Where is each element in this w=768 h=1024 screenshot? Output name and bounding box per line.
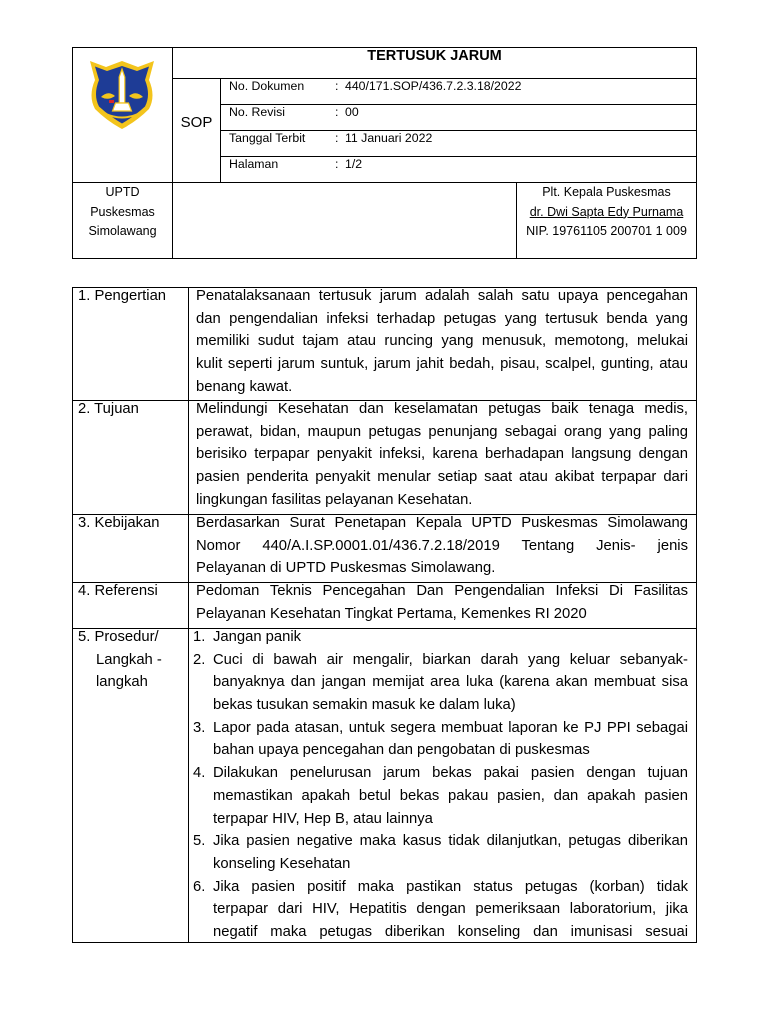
- text-line: Pelayanan Kesehatan Tingkat Pertama, Kemenkes RI 2020: [196, 605, 587, 622]
- procedure-step: [193, 762, 688, 830]
- text-line: dan pengendalian infeksi terhadap petugas yang tertusuk benda yang: [196, 310, 688, 327]
- text-line: benang kawat.: [196, 378, 293, 395]
- step-text-line: terpapar HIV, Hep B, atau lainnya: [213, 810, 433, 827]
- step-number: 6.: [193, 878, 206, 895]
- step-number: 3.: [193, 719, 206, 736]
- meta-row-page: [221, 157, 697, 183]
- procedure-step: [193, 717, 688, 762]
- text-line: Berdasarkan Surat Penetapan Kepala UPTD Puskesmas Simolawang: [196, 515, 688, 531]
- step-number: 4.: [193, 765, 206, 782]
- step-number: 1.: [193, 629, 206, 645]
- step-text-line: Lapor pada atasan, untuk segera membuat laporan ke PJ PPI sebagai: [213, 719, 688, 736]
- step-number: 5.: [193, 833, 206, 850]
- meta-value: 00: [345, 105, 359, 119]
- text-line: Pedoman Teknis Pencegahan Dan Pengendalian Infeksi Di Fasilitas: [196, 583, 688, 599]
- institution-cell: [73, 183, 173, 259]
- section-content-reference: [189, 583, 697, 629]
- meta-row-issue-date: [221, 131, 697, 157]
- empty-cell: [173, 183, 517, 259]
- text-line: Melindungi Kesehatan dan keselamatan petugas baik tenaga medis,: [196, 401, 688, 417]
- institution-line: Simolawang: [88, 224, 157, 238]
- meta-label: No. Revisi: [229, 105, 286, 119]
- emblem-icon: [87, 58, 157, 130]
- institution-line: Puskesmas: [90, 204, 155, 219]
- step-text-line: konseling Kesehatan: [213, 855, 351, 872]
- section-label: Langkah -: [96, 651, 162, 668]
- step-text-line: terpapar dari HIV, Hepatitis dengan pemeriksaan laboratorium, jika: [213, 901, 688, 918]
- emblem-monument: [119, 69, 125, 103]
- meta-separator: :: [335, 157, 339, 171]
- meta-separator: :: [335, 105, 339, 119]
- step-number: 2.: [193, 651, 206, 668]
- meta-row-revision: [221, 105, 697, 131]
- text-line: Penatalaksanaan tertusuk jarum adalah salah satu upaya pencegahan: [196, 288, 688, 304]
- signatory-cell: [517, 183, 697, 259]
- procedure-step: [193, 629, 688, 649]
- section-label: langkah: [96, 674, 148, 691]
- step-text-line: Jika pasien negative maka kasus tidak dilanjutkan, petugas diberikan: [213, 833, 688, 850]
- step-text-line: bahan upaya pencegahan dan pengobatan di puskesmas: [213, 742, 590, 759]
- section-label-cell: [73, 288, 189, 401]
- text-line: memiliki sudut tajam atau runcing yang menusuk, memotong, melukai: [196, 333, 688, 350]
- text-line: lingkungan fasilitas pelayanan Kesehatan.: [196, 491, 473, 508]
- meta-label: No. Dokumen: [229, 79, 305, 93]
- step-text-line: Jangan panik: [213, 629, 302, 645]
- emblem-monument-base: [113, 103, 132, 111]
- meta-value: 440/171.SOP/436.7.2.3.18/2022: [345, 79, 522, 93]
- meta-value: 1/2: [345, 157, 363, 171]
- step-text-line: memastikan apakah betul bekas pakau pasien, dan apakah pasien: [213, 787, 688, 804]
- section-label-cell: [73, 515, 189, 583]
- logo-cell: [73, 48, 173, 183]
- section-label: 4. Referensi: [78, 583, 158, 599]
- institution-line: UPTD: [105, 185, 140, 199]
- section-label: 3. Kebijakan: [78, 515, 160, 531]
- section-label-cell: [73, 583, 189, 629]
- section-content-procedure: [189, 629, 697, 943]
- step-text-line: Jika pasien positif maka pastikan status petugas (korban) tidak: [213, 878, 688, 895]
- text-line: Nomor 440/A.I.SP.0001.01/436.7.2.18/2019 Tentang Jenis- jenis: [196, 537, 688, 554]
- meta-row-document-number: [221, 79, 697, 105]
- text-line: pasien penderita penyakit menular setiap saat atau akibat terpapar dari: [196, 469, 688, 486]
- section-content-definition: [189, 288, 697, 401]
- section-label: 2. Tujuan: [78, 401, 139, 417]
- procedure-step: [193, 649, 688, 717]
- text-line: berisiko terpapar penyakit infeksi, karena berhadapan langsung dengan: [196, 446, 688, 463]
- section-label: 5. Prosedur/: [78, 629, 159, 645]
- meta-label: Tanggal Terbit: [229, 131, 306, 145]
- meta-label: Halaman: [229, 157, 279, 171]
- text-line: perawat, bidan, maupun petugas penunjang sebagai orang yang paling: [196, 423, 688, 440]
- section-label: 1. Pengertian: [78, 288, 167, 304]
- step-text-line: bekas tusukan semakin masuk ke dalam luka): [213, 697, 516, 714]
- procedure-step: [193, 830, 688, 875]
- section-content-purpose: [189, 401, 697, 515]
- section-label-cell: [73, 629, 189, 943]
- emblem-red-detail: [109, 100, 114, 103]
- signatory-position: Plt. Kepala Puskesmas: [542, 185, 671, 199]
- meta-separator: :: [335, 79, 339, 93]
- step-text-line: negatif maka petugas diberikan konseling dan imunisasi sesuai: [213, 923, 688, 940]
- document-type: SOP: [173, 79, 221, 183]
- sop-header-table: [72, 47, 697, 259]
- section-content-policy: [189, 515, 697, 583]
- signatory-name: dr. Dwi Sapta Edy Purnama: [529, 204, 684, 219]
- text-line: kulit seperti jarum suntuk, jarum jahit bedah, pisau, scalpel, gunting, atau: [196, 356, 688, 373]
- signatory-nip: NIP. 19761105 200701 1 009: [526, 224, 687, 238]
- procedure-step: [193, 876, 688, 943]
- sop-content-table: [72, 287, 697, 943]
- document-title: TERTUSUK JARUM: [173, 48, 697, 79]
- step-text-line: Cuci di bawah air mengalir, biarkan darah yang keluar sebanyak-: [213, 651, 688, 668]
- section-label-cell: [73, 401, 189, 515]
- meta-separator: :: [335, 131, 339, 145]
- text-line: Pelayanan di UPTD Puskesmas Simolawang.: [196, 560, 496, 577]
- step-text-line: Dilakukan penelurusan jarum bekas pakai pasien dengan tujuan: [213, 765, 688, 782]
- meta-value: 11 Januari 2022: [345, 131, 433, 145]
- city-emblem-logo: [87, 58, 157, 130]
- step-text-line: banyaknya dan jangan memijat area luka (karena akan membuat sisa: [213, 674, 688, 691]
